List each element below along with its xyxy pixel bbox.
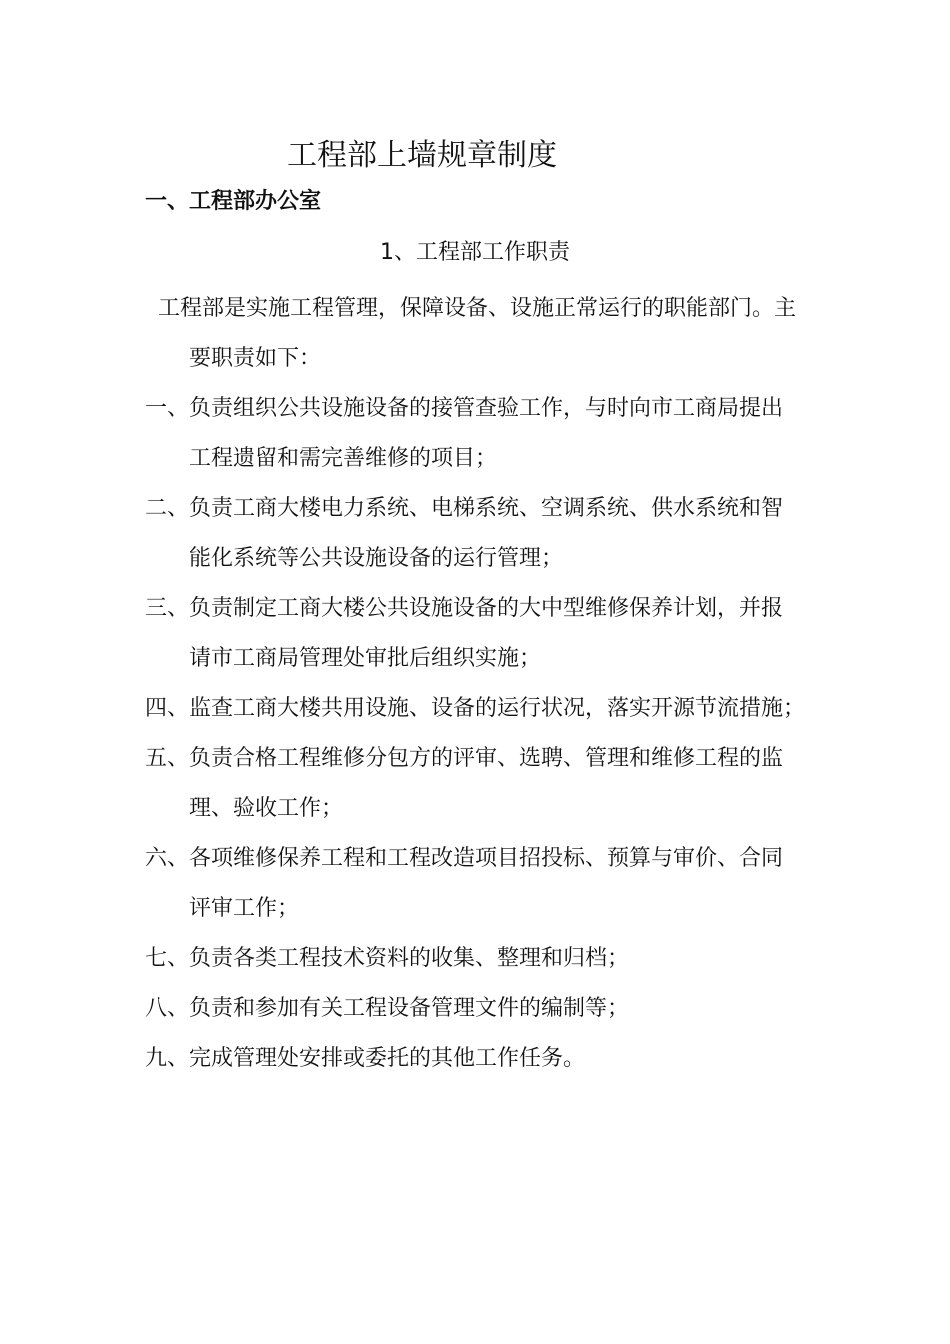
duty-line: 六、各项维修保养工程和工程改造项目招投标、预算与审价、合同 — [145, 846, 784, 871]
duties-list — [145, 384, 815, 1084]
list-item — [145, 934, 815, 984]
duty-line-continued: 能化系统等公共设施设备的运行管理； — [189, 546, 564, 571]
list-item — [145, 734, 815, 834]
list-item — [145, 984, 815, 1034]
sub-heading: 1、工程部工作职责 — [380, 240, 570, 265]
list-item — [145, 684, 815, 734]
list-item — [145, 484, 815, 584]
duty-line: 五、负责合格工程维修分包方的评审、选聘、管理和维修工程的监 — [145, 746, 784, 771]
intro-paragraph — [145, 284, 815, 384]
duty-line: 二、负责工商大楼电力系统、电梯系统、空调系统、供水系统和智 — [145, 496, 784, 521]
list-item — [145, 584, 815, 684]
duty-line: 三、负责制定工商大楼公共设施设备的大中型维修保养计划，并报 — [145, 596, 784, 621]
duty-line: 九、完成管理处安排或委托的其他工作任务。 — [145, 1046, 586, 1071]
list-item — [145, 384, 815, 484]
duty-line: 四、监查工商大楼共用设施、设备的运行状况，落实开源节流措施； — [145, 696, 806, 721]
duty-line-continued: 请市工商局管理处审批后组织实施； — [189, 646, 542, 671]
duty-line: 八、负责和参加有关工程设备管理文件的编制等； — [145, 996, 630, 1021]
duty-line-continued: 理、验收工作； — [189, 796, 344, 821]
duty-line-continued: 评审工作； — [189, 896, 300, 921]
page-title: 工程部上墙规章制度 — [287, 138, 557, 173]
list-item — [145, 1034, 815, 1084]
section-heading: 一、工程部办公室 — [145, 189, 322, 214]
intro-line: 要职责如下： — [189, 346, 322, 371]
duty-line: 七、负责各类工程技术资料的收集、整理和归档； — [145, 946, 630, 971]
duty-line-continued: 工程遗留和需完善维修的项目； — [189, 446, 498, 471]
list-item — [145, 834, 815, 934]
intro-line: 工程部是实施工程管理，保障设备、设施正常运行的职能部门。主 — [158, 296, 797, 321]
duty-line: 一、负责组织公共设施设备的接管查验工作，与时向市工商局提出 — [145, 396, 784, 421]
